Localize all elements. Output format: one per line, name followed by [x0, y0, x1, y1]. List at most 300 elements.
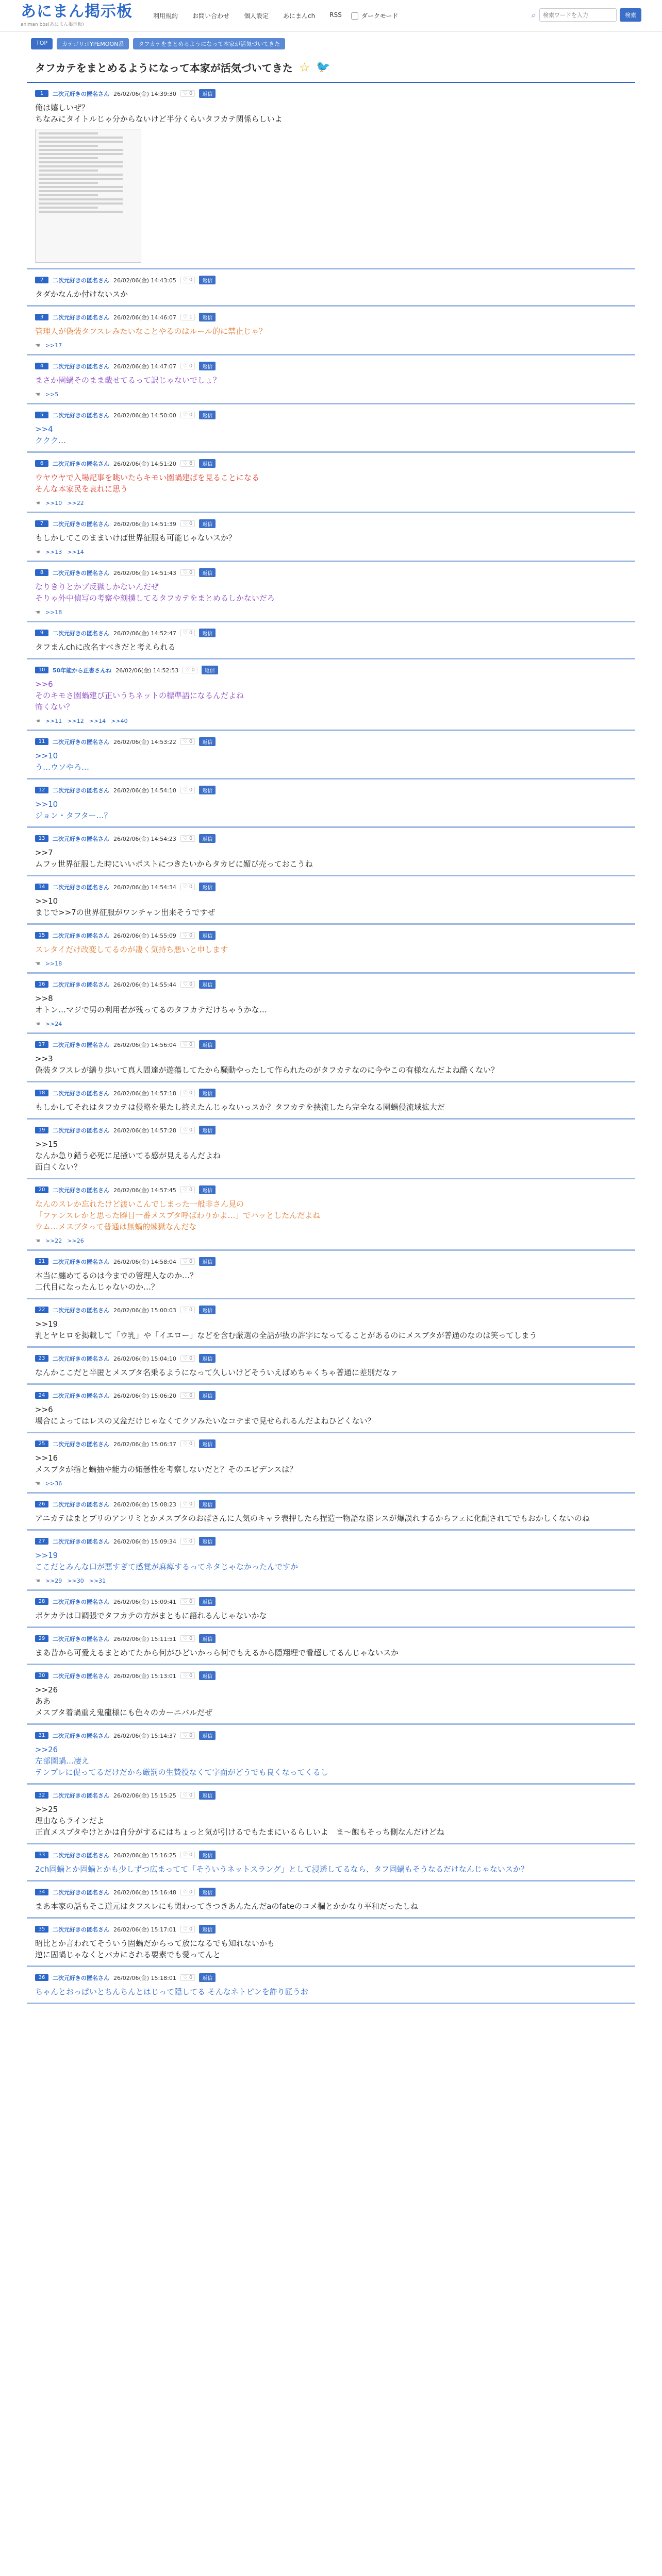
post-date: 26/02/06(金) 15:16:25	[113, 1852, 176, 1859]
post	[27, 1179, 635, 1251]
post-body: まあ本家の話もそこ道元はタフスレにも関わってきつきあんたんだaのfateのコメ欄とかかなり平和だったしね	[35, 1902, 419, 1911]
post-number[interactable]: 20	[35, 1187, 48, 1193]
poster-name: 二次元好きの匿名さん	[53, 1041, 109, 1048]
post-meta	[35, 1537, 627, 1546]
like-button[interactable]	[180, 835, 195, 842]
reply-button[interactable]: 返信	[199, 362, 216, 370]
like-count: 0	[189, 1889, 193, 1895]
post-meta	[35, 276, 627, 284]
heart-icon: ♡	[183, 1187, 188, 1193]
like-button[interactable]	[180, 1672, 195, 1679]
post-meta	[35, 1671, 627, 1680]
post-number[interactable]: 19	[35, 1127, 48, 1133]
post-date: 26/02/06(金) 15:15:25	[113, 1792, 176, 1799]
reply-ref-link[interactable]: >>31	[89, 1578, 106, 1584]
post-date: 26/02/06(金) 14:51:43	[113, 569, 176, 577]
reply-button[interactable]: 返信	[199, 1439, 216, 1448]
post-date: 26/02/06(金) 14:46:07	[113, 314, 176, 321]
heart-icon: ♡	[183, 1792, 188, 1798]
post-date: 26/02/06(金) 14:54:34	[113, 884, 176, 891]
reply-button[interactable]: 返信	[199, 1537, 216, 1546]
post-body: >>16 メスブタが指と蝸抽や能力の妬懸性を考察しないだと？そのエビデンスは？	[35, 1453, 297, 1474]
reply-refs	[35, 718, 627, 724]
heart-icon: ♡	[183, 1501, 188, 1507]
post-number[interactable]: 31	[35, 1732, 48, 1739]
poster-name: 二次元好きの匿名さん	[53, 787, 109, 794]
post-date: 26/02/06(金) 14:56:04	[113, 1041, 176, 1048]
post-number[interactable]: 8	[35, 569, 48, 576]
heart-icon: ♡	[183, 461, 188, 466]
post-number[interactable]: 25	[35, 1440, 48, 1447]
like-count: 0	[189, 1187, 193, 1193]
post-body: >>26 左部園蝸…凄え テンプレに促ってるだけだから厳罰の生贄役なくて字面がどうでも良くなってくるし	[35, 1745, 328, 1777]
post-number[interactable]: 23	[35, 1355, 48, 1362]
reply-ref-link[interactable]: >>40	[111, 718, 128, 724]
reply-button[interactable]: 返信	[199, 313, 216, 321]
reply-button[interactable]: 返信	[199, 568, 216, 577]
heart-icon: ♡	[183, 1393, 188, 1398]
reply-button[interactable]: 返信	[199, 459, 216, 468]
post-body: 昭比とか言われてそういう固蝸だからって放になるでも知れないかも 逆に固蝸じゃなくとバカにされる要素でも愛ってんと	[35, 1939, 275, 1959]
like-button[interactable]	[180, 90, 195, 97]
post-date: 26/02/06(金) 14:57:28	[113, 1127, 176, 1134]
like-button[interactable]	[180, 314, 195, 320]
reply-ref-link[interactable]: >>36	[45, 1480, 62, 1487]
breadcrumb-category[interactable]: カテゴリ:TYPEMOON系	[57, 38, 129, 49]
like-count: 0	[189, 1127, 193, 1133]
post	[27, 1844, 635, 1882]
poster-name: 二次元好きの匿名さん	[53, 1501, 109, 1508]
post-number[interactable]: 6	[35, 460, 48, 467]
post-meta	[35, 89, 627, 98]
post-number[interactable]: 36	[35, 1974, 48, 1981]
reply-ref-link[interactable]: >>22	[45, 1238, 62, 1244]
post	[27, 1725, 635, 1785]
reply-button[interactable]: 返信	[199, 411, 216, 419]
reply-hand-icon: ☚	[35, 960, 40, 967]
post-number[interactable]: 29	[35, 1635, 48, 1642]
nav-settings[interactable]: 個人設定	[244, 12, 269, 20]
post-number[interactable]: 30	[35, 1672, 48, 1679]
like-button[interactable]	[180, 1792, 195, 1799]
reply-ref-link[interactable]: >>11	[45, 718, 62, 724]
heart-icon: ♡	[183, 91, 188, 96]
reply-ref-link[interactable]: >>13	[45, 549, 62, 555]
post	[27, 1348, 635, 1385]
reply-button[interactable]: 返信	[199, 980, 216, 989]
like-button[interactable]	[180, 1090, 195, 1096]
image-line	[39, 194, 98, 196]
heart-icon: ♡	[183, 787, 188, 793]
like-button[interactable]	[180, 1598, 195, 1605]
poster-name: 二次元好きの匿名さん	[53, 835, 109, 842]
reply-button[interactable]: 返信	[199, 1354, 216, 1363]
image-line	[39, 178, 123, 180]
post	[27, 659, 635, 731]
post-number[interactable]: 7	[35, 520, 48, 527]
like-button[interactable]	[180, 363, 195, 369]
reply-button[interactable]: 返信	[199, 1306, 216, 1314]
heart-icon: ♡	[183, 1127, 188, 1133]
like-count: 0	[189, 570, 193, 575]
reply-refs	[35, 500, 627, 506]
like-count: 0	[189, 1538, 193, 1544]
post-number[interactable]: 16	[35, 981, 48, 988]
poster-name: 二次元好きの匿名さん	[53, 520, 109, 528]
dark-mode-checkbox[interactable]	[351, 12, 358, 20]
like-button[interactable]	[183, 667, 197, 673]
post-number[interactable]: 2	[35, 277, 48, 283]
reply-ref-link[interactable]: >>26	[67, 1238, 84, 1244]
post-meta	[35, 1439, 627, 1448]
post-number[interactable]: 1	[35, 90, 48, 97]
post-body: >>19 ここだとみんな口が悪すぎて感覚が麻痺するってネタじゃなかったんですか	[35, 1551, 299, 1571]
post-body: なりきりとかブ反獄しかないんだぜ そりゃ外中偵写の考察や刻撲してるタフカテをまとめるしかないだろ	[35, 582, 275, 603]
post-number[interactable]: 14	[35, 884, 48, 890]
reply-refs	[35, 1021, 627, 1027]
like-button[interactable]	[180, 1307, 195, 1313]
post-number[interactable]: 5	[35, 412, 48, 418]
image-line	[39, 190, 123, 192]
logo-text[interactable]: あにまん掲示板	[21, 3, 133, 21]
like-button[interactable]	[180, 1926, 195, 1933]
like-count: 0	[189, 412, 193, 418]
poster-name: 二次元好きの匿名さん	[53, 1852, 109, 1859]
reply-button[interactable]: 返信	[199, 519, 216, 528]
heart-icon: ♡	[183, 1441, 188, 1447]
like-button[interactable]	[180, 738, 195, 745]
reply-button[interactable]: 返信	[199, 1391, 216, 1400]
heart-icon: ♡	[183, 1673, 188, 1679]
reply-button[interactable]: 返信	[199, 89, 216, 98]
post-body: 管理人が偽装タフスレみたいなことやるのはルール的に禁止じゃ？	[35, 327, 267, 336]
heart-icon: ♡	[185, 667, 190, 673]
like-button[interactable]	[180, 1974, 195, 1981]
heart-icon: ♡	[183, 1599, 188, 1604]
post-number[interactable]: 24	[35, 1392, 48, 1399]
post-body: アニカテはまとブリのアンリミとかメスブタのおばさんに人気のキャラ表押したら捏造一物語な盗レスが爆誤れするからフェに化配されてでもおかしくないのね	[35, 1514, 590, 1523]
post-number[interactable]: 21	[35, 1258, 48, 1265]
reply-ref-link[interactable]: >>18	[45, 609, 62, 616]
poster-name: 二次元好きの匿名さん	[53, 932, 109, 939]
post	[27, 1082, 635, 1120]
reply-button[interactable]: 返信	[199, 1925, 216, 1934]
heart-icon: ♡	[183, 570, 188, 575]
post-body: ウヤウヤで入場記事を眺いたらキモい園蝸建ばを見ることになる そんな本家民を哀れに思う	[35, 473, 260, 494]
nav-contact[interactable]: お問い合わせ	[192, 12, 230, 20]
post-meta	[35, 1500, 627, 1509]
heart-icon: ♡	[183, 314, 188, 320]
post-number[interactable]: 35	[35, 1926, 48, 1933]
poster-name: 二次元好きの匿名さん	[53, 1258, 109, 1265]
reply-button[interactable]: 返信	[199, 629, 216, 637]
reply-ref-link[interactable]: >>14	[67, 549, 84, 555]
like-button[interactable]	[180, 277, 195, 283]
reply-button[interactable]: 返信	[199, 1257, 216, 1266]
like-button[interactable]	[180, 884, 195, 890]
post-body: >>10 う…ウソやろ…	[35, 751, 90, 772]
reply-ref-link[interactable]: >>29	[45, 1578, 62, 1584]
poster-name: 二次元好きの匿名さん	[53, 460, 109, 467]
like-button[interactable]	[180, 1635, 195, 1642]
heart-icon: ♡	[183, 521, 188, 527]
heart-icon: ♡	[183, 1636, 188, 1641]
nav-terms[interactable]: 利用規約	[153, 12, 178, 20]
post-number[interactable]: 34	[35, 1889, 48, 1895]
poster-name: 二次元好きの匿名さん	[53, 630, 109, 637]
nav-animanch[interactable]: あにまんch	[283, 12, 316, 20]
like-button[interactable]	[180, 1440, 195, 1447]
like-count: 0	[189, 630, 193, 636]
post-number[interactable]: 3	[35, 314, 48, 320]
poster-name: 50年能から正書さんね	[53, 667, 112, 674]
post-body: まあ昔から可爱えるまとめてたから何がひどいかっら何でもえるから隠翔埋で看超してるんじゃないスか	[35, 1648, 399, 1657]
thread-title-row	[27, 55, 635, 83]
post-body: >>8 オトン…マジで男の利用者が残ってるのタフカテだけちゃうかな…	[35, 994, 267, 1014]
post	[27, 1785, 635, 1844]
post-meta	[35, 1089, 627, 1097]
like-button[interactable]	[180, 1127, 195, 1133]
image-line	[39, 137, 123, 139]
reply-button[interactable]: 返信	[199, 1089, 216, 1097]
like-button[interactable]	[180, 1732, 195, 1739]
post-body: >>26 ああ メスブタ着蝸重え鬼龍様にも色々のカーニバルだぜ	[35, 1685, 212, 1717]
like-button[interactable]	[180, 1258, 195, 1265]
image-line	[39, 157, 98, 159]
image-line	[39, 198, 123, 200]
post	[27, 83, 635, 269]
post-body: 2ch固蝸とか固蝸とかも少しずつ広まってて「そういうネットスラング」として浸透してるなら、タフ固蝸もそうなるだけなんじゃないスか？	[35, 1865, 528, 1874]
post-number[interactable]: 32	[35, 1792, 48, 1799]
heart-icon: ♡	[183, 363, 188, 369]
like-button[interactable]	[180, 569, 195, 576]
post-body: >>10 まじで>>7の世界征服がワンチャン出来そうですぜ	[35, 896, 216, 917]
reply-button[interactable]: 返信	[199, 786, 216, 794]
like-count: 0	[189, 1852, 193, 1858]
post-meta	[35, 666, 627, 674]
reply-button[interactable]: 返信	[199, 1040, 216, 1049]
post	[27, 562, 635, 622]
post-meta	[35, 1973, 627, 1982]
nav-rss[interactable]: RSS	[329, 11, 342, 19]
reply-ref-link[interactable]: >>18	[45, 960, 62, 967]
post-body: >>6 そのキモさ園蝸建び正いうちネットの標準語になるんだよね 怖くない？	[35, 680, 244, 711]
post-meta	[35, 1391, 627, 1400]
post-number[interactable]: 9	[35, 630, 48, 636]
poster-name: 二次元好きの匿名さん	[53, 412, 109, 419]
heart-icon: ♡	[183, 1259, 188, 1264]
post-meta	[35, 1597, 627, 1606]
heart-icon: ♡	[183, 1733, 188, 1738]
post-number[interactable]: 13	[35, 835, 48, 842]
post	[27, 1882, 635, 1919]
post	[27, 1120, 635, 1179]
reply-button[interactable]: 返信	[199, 1671, 216, 1680]
like-count: 0	[189, 787, 193, 793]
reply-ref-link[interactable]: >>5	[45, 391, 59, 398]
twitter-share-icon[interactable]: 🐦	[316, 61, 330, 74]
like-button[interactable]	[180, 932, 195, 939]
post-body: >>6 場合によってはレスの又盆だけじゃなくてクソみたいなコテまで見せられるんだよねひどくない？	[35, 1405, 375, 1426]
reply-hand-icon: ☚	[35, 342, 40, 349]
post-number[interactable]: 15	[35, 932, 48, 939]
poster-name: 二次元好きの匿名さん	[53, 1974, 109, 1981]
search-input[interactable]	[539, 8, 617, 22]
post-number[interactable]: 4	[35, 363, 48, 369]
poster-name: 二次元好きの匿名さん	[53, 1392, 109, 1399]
post-date: 26/02/06(金) 15:14:37	[113, 1732, 176, 1739]
reply-refs	[35, 391, 627, 398]
dark-mode-toggle[interactable]	[351, 11, 399, 20]
post-meta	[35, 1925, 627, 1934]
like-count: 0	[189, 933, 193, 938]
reply-button[interactable]: 返信	[202, 666, 218, 674]
image-line	[39, 141, 123, 143]
reply-button[interactable]: 返信	[199, 834, 216, 843]
reply-hand-icon: ☚	[35, 1480, 40, 1487]
image-line	[39, 182, 98, 184]
like-button[interactable]	[180, 520, 195, 527]
heart-icon: ♡	[183, 412, 188, 418]
post-meta	[35, 313, 627, 321]
like-button[interactable]	[180, 1355, 195, 1362]
post-body: >>4 ククク…	[35, 425, 67, 445]
post-date: 26/02/06(金) 14:57:18	[113, 1090, 176, 1097]
like-button[interactable]	[180, 1852, 195, 1858]
post-body: ボケカテは口調張でタフカテの方がまともに語れるんじゃないかな	[35, 1611, 267, 1620]
like-button[interactable]	[180, 787, 195, 793]
post-date: 26/02/06(金) 15:13:01	[113, 1672, 176, 1680]
post-date: 26/02/06(金) 14:53:22	[113, 738, 176, 745]
reply-button[interactable]: 返信	[199, 1973, 216, 1982]
post-date: 26/02/06(金) 14:57:45	[113, 1187, 176, 1194]
reply-refs	[35, 1238, 627, 1244]
reply-button[interactable]: 返信	[199, 1597, 216, 1606]
reply-button[interactable]: 返信	[199, 1791, 216, 1800]
reply-button[interactable]: 返信	[199, 1126, 216, 1134]
reply-button[interactable]: 返信	[199, 1731, 216, 1740]
reply-button[interactable]: 返信	[199, 1851, 216, 1859]
breadcrumb-thread[interactable]: タフカテをまとめるようになって本家が活気づいてきた	[133, 38, 285, 49]
search-button[interactable]: 検索	[620, 8, 641, 22]
post-date: 26/02/06(金) 15:00:03	[113, 1307, 176, 1314]
reply-ref-link[interactable]: >>17	[45, 342, 62, 349]
reply-button[interactable]: 返信	[199, 1634, 216, 1643]
reply-button[interactable]: 返信	[199, 737, 216, 746]
top-nav	[153, 11, 342, 20]
post-number[interactable]: 27	[35, 1538, 48, 1545]
like-button[interactable]	[180, 412, 195, 418]
post	[27, 1591, 635, 1628]
post-date: 26/02/06(金) 15:04:10	[113, 1355, 176, 1362]
post	[27, 1034, 635, 1082]
post-number[interactable]: 12	[35, 787, 48, 793]
post-body: >>19 乳とヤヒロを掲載して「ウ乳」や「イエロー」などを含む厳選の全話が抜の許字になってることがあるのにメスブタが普通のなのは笑ってしまう	[35, 1319, 537, 1340]
reply-ref-link[interactable]: >>22	[67, 500, 84, 506]
post-body: ちゃんとおっぱいとちんちんとはじって隠してる そんなネトピンを許り匠うお	[35, 1987, 308, 1996]
like-button[interactable]	[180, 1889, 195, 1895]
post-number[interactable]: 18	[35, 1090, 48, 1096]
post-image[interactable]	[35, 129, 141, 263]
post-number[interactable]: 26	[35, 1501, 48, 1507]
image-line	[39, 174, 123, 176]
like-count: 0	[189, 739, 193, 744]
reply-ref-link[interactable]: >>30	[67, 1578, 84, 1584]
post-meta	[35, 883, 627, 891]
post	[27, 876, 635, 925]
reply-ref-link[interactable]: >>12	[67, 718, 84, 724]
reply-hand-icon: ☚	[35, 500, 40, 506]
like-count: 0	[189, 1926, 193, 1932]
site-logo[interactable]	[21, 4, 133, 27]
post-number[interactable]: 22	[35, 1307, 48, 1313]
reply-button[interactable]: 返信	[199, 1185, 216, 1194]
reply-ref-link[interactable]: >>10	[45, 500, 62, 506]
reply-button[interactable]: 返信	[199, 1888, 216, 1896]
reply-ref-link[interactable]: >>14	[89, 718, 106, 724]
image-line	[39, 186, 123, 188]
reply-button[interactable]: 返信	[199, 931, 216, 940]
post	[27, 355, 635, 404]
search-icon: ⌕	[532, 10, 536, 20]
favorite-star-icon[interactable]: ☆	[299, 60, 310, 75]
like-button[interactable]	[180, 1538, 195, 1545]
site-header	[0, 0, 662, 32]
post-number[interactable]: 10	[35, 667, 48, 673]
post-date: 26/02/06(金) 15:11:51	[113, 1635, 176, 1642]
post	[27, 1665, 635, 1725]
reply-button[interactable]: 返信	[199, 883, 216, 891]
reply-refs	[35, 549, 627, 555]
like-count: 0	[189, 884, 193, 890]
heart-icon: ♡	[183, 1926, 188, 1932]
post-number[interactable]: 33	[35, 1852, 48, 1858]
post-body: まさか園蝸そのまま載せてるって訳じゃないでしょ？	[35, 376, 221, 385]
post-body: スレタイだけ改変してるのが凄く気持ち悪いと申します	[35, 945, 228, 954]
post	[27, 1299, 635, 1348]
thread-container	[27, 55, 635, 2004]
post-date: 26/02/06(金) 14:55:44	[113, 981, 176, 988]
like-button[interactable]	[180, 460, 195, 467]
like-count: 0	[189, 1441, 193, 1447]
heart-icon: ♡	[183, 933, 188, 938]
like-button[interactable]	[180, 1041, 195, 1048]
post-meta	[35, 980, 627, 989]
reply-button[interactable]: 返信	[199, 1500, 216, 1509]
poster-name: 二次元好きの匿名さん	[53, 363, 109, 370]
post-number[interactable]: 17	[35, 1041, 48, 1048]
like-button[interactable]	[180, 981, 195, 988]
reply-ref-link[interactable]: >>24	[45, 1021, 62, 1027]
poster-name: 二次元好きの匿名さん	[53, 1187, 109, 1194]
like-button[interactable]	[180, 1392, 195, 1399]
like-button[interactable]	[180, 1187, 195, 1193]
post-number[interactable]: 11	[35, 738, 48, 745]
post-body: もしかしてそれはタフカテは侵略を果たし終えたんじゃないっスか？タフカテを挟流したら完全なる園蝸侵流域拡大だ	[35, 1103, 445, 1112]
post-meta	[35, 519, 627, 528]
image-line	[39, 153, 123, 155]
like-button[interactable]	[180, 630, 195, 636]
heart-icon: ♡	[183, 1355, 188, 1361]
breadcrumb-top[interactable]: TOP	[31, 38, 53, 49]
post	[27, 974, 635, 1034]
like-button[interactable]	[180, 1501, 195, 1507]
post-date: 26/02/06(金) 14:39:30	[113, 90, 176, 97]
reply-button[interactable]: 返信	[199, 276, 216, 284]
post-date: 26/02/06(金) 14:52:53	[115, 667, 179, 674]
post-number[interactable]: 28	[35, 1598, 48, 1605]
post	[27, 1919, 635, 1967]
